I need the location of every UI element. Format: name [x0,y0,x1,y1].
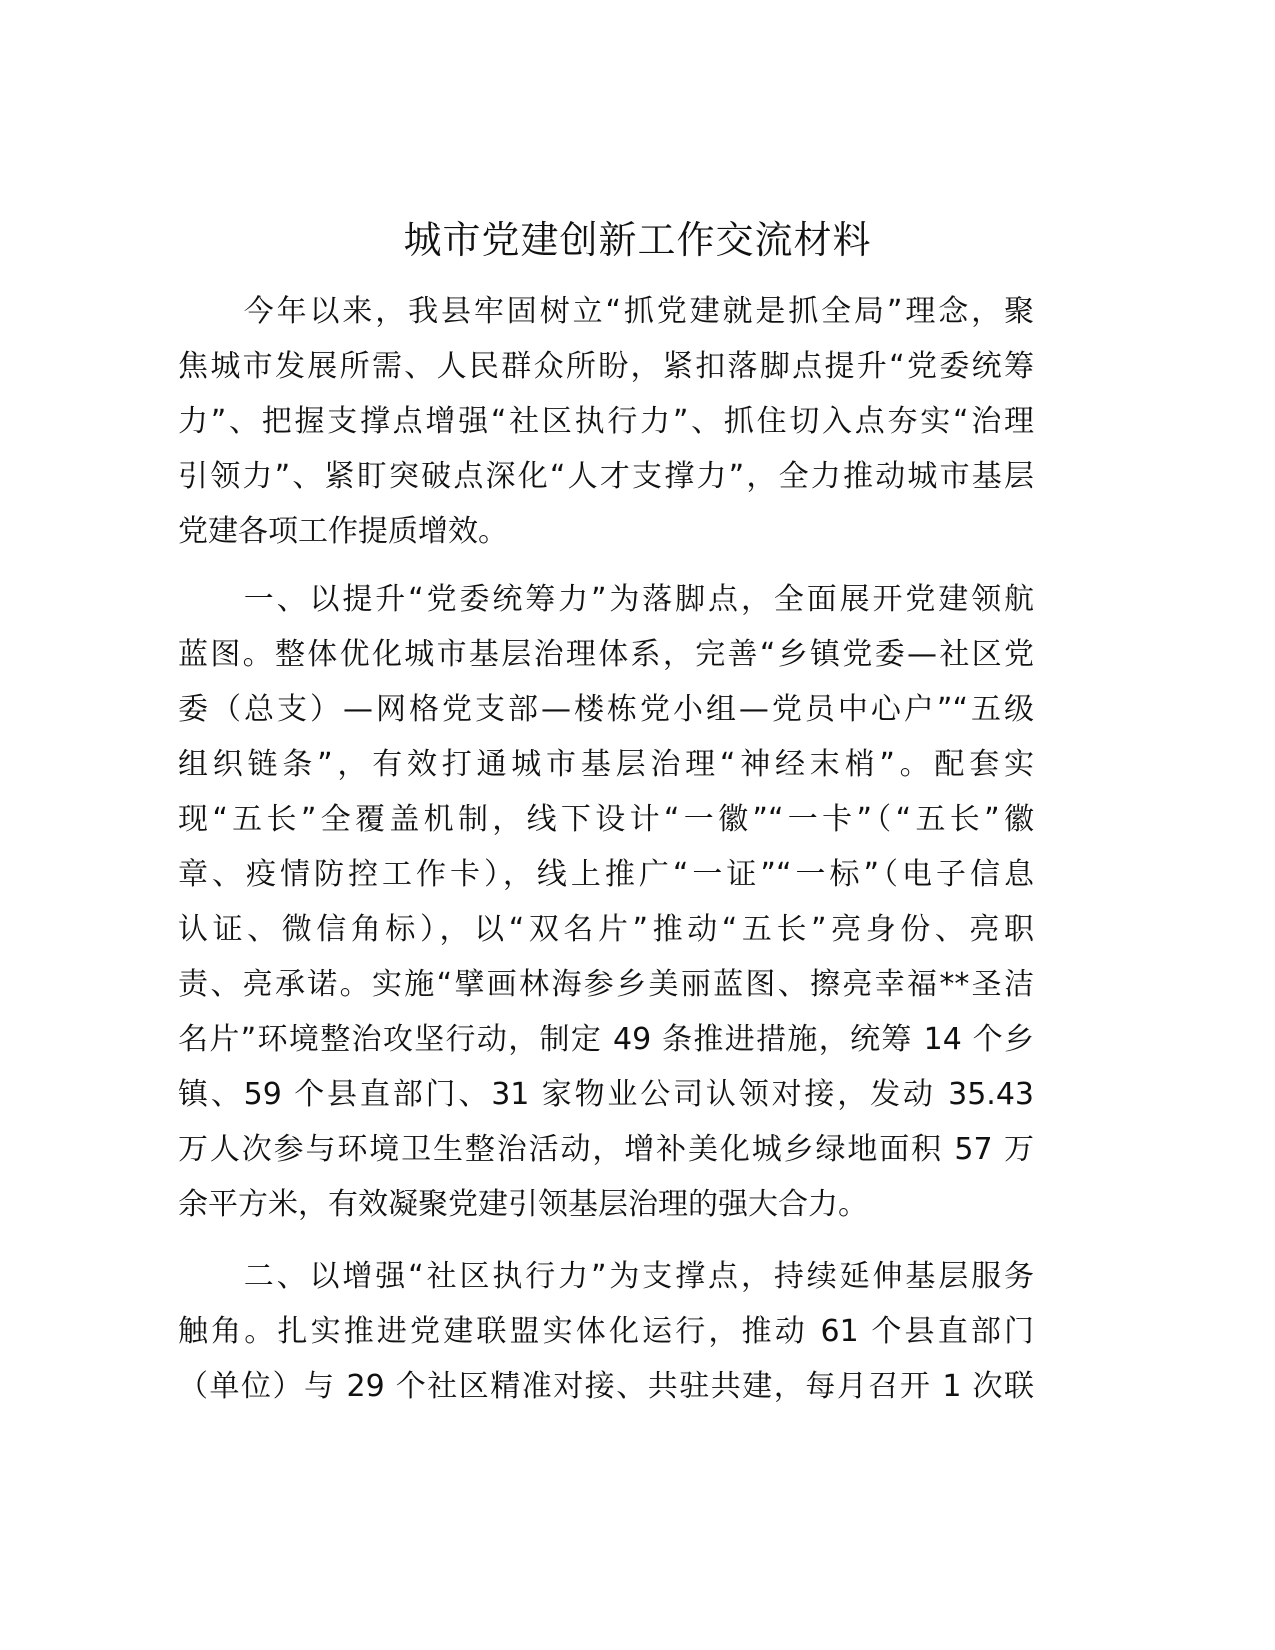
text-line: 名片”环境整治攻坚行动，制定 49 条推进措施，统筹 14 个乡 [178,1022,1034,1057]
document-title: 城市党建创新工作交流材料 [403,218,872,262]
text-line: 镇、59 个县直部门、31 家物业公司认领对接，发动 35.43 [178,1077,1034,1112]
text-line: 委（总支）—网格党支部—楼栋党小组—党员中心户”“五级 [178,692,1034,727]
text-line: 引领力”、紧盯突破点深化“人才支撑力”，全力推动城市基层 [178,459,1034,494]
text-line: 今年以来，我县牢固树立“抓党建就是抓全局”理念，聚 [178,294,1034,329]
text-line: （单位）与 29 个社区精准对接、共驻共建，每月召开 1 次联 [178,1369,1034,1404]
text-line: 万人次参与环境卫生整治活动，增补美化城乡绿地面积 57 万 [178,1132,1034,1167]
text-line: 焦城市发展所需、人民群众所盼，紧扣落脚点提升“党委统筹 [178,349,1034,384]
text-line: 二、以增强“社区执行力”为支撑点，持续延伸基层服务 [178,1259,1034,1294]
text-line: 党建各项工作提质增效。 [178,514,508,549]
text-line: 章、疫情防控工作卡），线上推广“一证”“一标”（电子信息 [178,857,1034,892]
paragraph-section-2 [178,1249,1034,1414]
paragraph-section-1 [178,572,1034,1232]
text-line: 蓝图。整体优化城市基层治理体系，完善“乡镇党委—社区党 [178,637,1034,672]
text-line: 责、亮承诺。实施“擘画林海参乡美丽蓝图、擦亮幸福**圣洁 [178,967,1034,1002]
text-line: 现“五长”全覆盖机制，线下设计“一徽”“一卡”（“五长”徽 [178,802,1034,837]
text-line: 触角。扎实推进党建联盟实体化运行，推动 61 个县直部门 [178,1314,1034,1349]
text-line: 余平方米，有效凝聚党建引领基层治理的强大合力。 [178,1187,868,1222]
text-line: 力”、把握支撑点增强“社区执行力”、抓住切入点夯实“治理 [178,404,1034,439]
paragraph-intro [178,284,1034,559]
text-line: 一、以提升“党委统筹力”为落脚点，全面展开党建领航 [178,582,1034,617]
text-line: 组织链条”，有效打通城市基层治理“神经末梢”。配套实 [178,747,1034,782]
text-line: 认证、微信角标），以“双名片”推动“五长”亮身份、亮职 [178,912,1034,947]
